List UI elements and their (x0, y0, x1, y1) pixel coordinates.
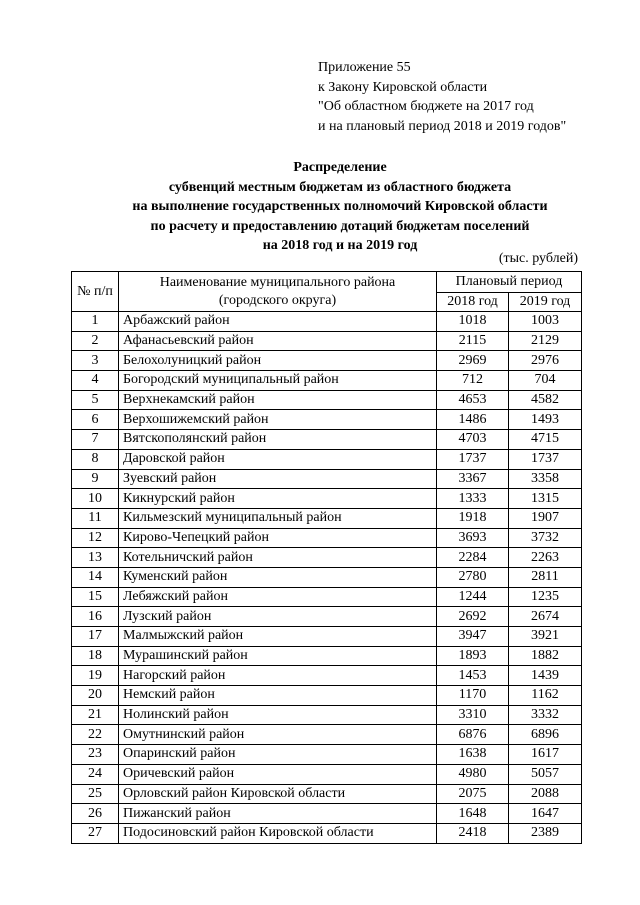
row-number: 9 (72, 469, 119, 489)
row-value-2019: 4715 (509, 430, 582, 450)
row-value-2018: 4980 (437, 764, 509, 784)
distribution-table (71, 271, 582, 844)
row-value-2019: 2811 (509, 567, 582, 587)
table-row (72, 607, 582, 627)
appendix-reference (318, 58, 566, 136)
appendix-line: к Закону Кировской области (318, 79, 488, 95)
header-name (119, 272, 437, 312)
row-number: 4 (72, 371, 119, 391)
row-value-2019: 2129 (509, 331, 582, 351)
row-number: 26 (72, 804, 119, 824)
row-value-2019: 6896 (509, 725, 582, 745)
table-row (72, 312, 582, 332)
row-number: 21 (72, 705, 119, 725)
row-value-2018: 2780 (437, 567, 509, 587)
row-value-2018: 2692 (437, 607, 509, 627)
row-name: Оричевский район (119, 764, 437, 784)
row-value-2019: 2389 (509, 823, 582, 843)
row-name: Куменский район (119, 567, 437, 587)
row-number: 23 (72, 745, 119, 765)
row-number: 8 (72, 449, 119, 469)
table-row (72, 508, 582, 528)
appendix-line: и на плановый период 2018 и 2019 годов" (318, 118, 567, 134)
row-value-2019: 1737 (509, 449, 582, 469)
table-row (72, 804, 582, 824)
row-number: 13 (72, 548, 119, 568)
table-row (72, 646, 582, 666)
row-value-2018: 3367 (437, 469, 509, 489)
row-number: 20 (72, 686, 119, 706)
row-number: 16 (72, 607, 119, 627)
table-row (72, 410, 582, 430)
row-number: 27 (72, 823, 119, 843)
row-number: 11 (72, 508, 119, 528)
table-row (72, 745, 582, 765)
row-value-2018: 2115 (437, 331, 509, 351)
row-value-2018: 3693 (437, 528, 509, 548)
table-row (72, 469, 582, 489)
row-value-2019: 2976 (509, 351, 582, 371)
title-line: субвенций местным бюджетам из областного бюджета (168, 179, 512, 195)
table-row (72, 430, 582, 450)
row-number: 10 (72, 489, 119, 509)
row-value-2018: 3947 (437, 627, 509, 647)
table-row (72, 725, 582, 745)
row-name: Опаринский район (119, 745, 437, 765)
table-row (72, 686, 582, 706)
row-value-2018: 1918 (437, 508, 509, 528)
row-name: Орловский район Кировской области (119, 784, 437, 804)
row-name: Нагорский район (119, 666, 437, 686)
row-value-2018: 1893 (437, 646, 509, 666)
row-value-2018: 6876 (437, 725, 509, 745)
table-row (72, 567, 582, 587)
table-row (72, 528, 582, 548)
row-value-2018: 1638 (437, 745, 509, 765)
row-name: Вятскополянский район (119, 430, 437, 450)
row-name: Зуевский район (119, 469, 437, 489)
appendix-line: Приложение 55 (318, 60, 411, 75)
row-name: Омутнинский район (119, 725, 437, 745)
row-value-2018: 1018 (437, 312, 509, 332)
row-number: 3 (72, 351, 119, 371)
header-name-line1: Наименование муниципального района (159, 274, 396, 290)
row-number: 12 (72, 528, 119, 548)
row-number: 15 (72, 587, 119, 607)
table-row (72, 371, 582, 391)
row-value-2018: 1244 (437, 587, 509, 607)
row-number: 1 (72, 312, 119, 332)
title-line: на выполнение государственных полномочий Кировской области (132, 199, 548, 214)
row-value-2019: 1907 (509, 508, 582, 528)
row-value-2018: 3310 (437, 705, 509, 725)
row-value-2019: 1882 (509, 646, 582, 666)
row-value-2019: 1647 (509, 804, 582, 824)
row-value-2019: 3358 (509, 469, 582, 489)
row-number: 7 (72, 430, 119, 450)
row-name: Лебяжский район (119, 587, 437, 607)
row-number: 18 (72, 646, 119, 666)
units-label: (тыс. рублей) (498, 251, 578, 266)
row-name: Нолинский район (119, 705, 437, 725)
table-row (72, 666, 582, 686)
row-name: Кикнурский район (119, 489, 437, 509)
table-row (72, 823, 582, 843)
header-num: № п/п (72, 272, 119, 312)
row-value-2019: 1003 (509, 312, 582, 332)
row-name: Афанасьевский район (119, 331, 437, 351)
row-value-2019: 1315 (509, 489, 582, 509)
header-name-line2: (городского округа) (218, 292, 337, 308)
row-value-2018: 1737 (437, 449, 509, 469)
table-row (72, 489, 582, 509)
row-number: 6 (72, 410, 119, 430)
table-row (72, 705, 582, 725)
row-value-2019: 1162 (509, 686, 582, 706)
row-number: 24 (72, 764, 119, 784)
table-row (72, 331, 582, 351)
title-line: Распределение (293, 160, 387, 175)
row-name: Котельничский район (119, 548, 437, 568)
document-title (60, 158, 620, 256)
row-name: Даровской район (119, 449, 437, 469)
header-period: Плановый период (437, 272, 582, 293)
appendix-line: "Об областном бюджете на 2017 год (318, 99, 534, 114)
table-row (72, 548, 582, 568)
row-value-2019: 5057 (509, 764, 582, 784)
row-value-2018: 1170 (437, 686, 509, 706)
row-value-2018: 4653 (437, 390, 509, 410)
row-value-2018: 1333 (437, 489, 509, 509)
row-number: 19 (72, 666, 119, 686)
row-name: Немский район (119, 686, 437, 706)
row-name: Белохолуницкий район (119, 351, 437, 371)
row-name: Малмыжский район (119, 627, 437, 647)
row-value-2019: 1493 (509, 410, 582, 430)
row-value-2019: 1617 (509, 745, 582, 765)
row-number: 14 (72, 567, 119, 587)
table-row (72, 627, 582, 647)
row-name: Кильмезский муниципальный район (119, 508, 437, 528)
row-name: Подосиновский район Кировской области (119, 823, 437, 843)
table-row (72, 449, 582, 469)
table-row (72, 587, 582, 607)
row-number: 22 (72, 725, 119, 745)
row-value-2019: 4582 (509, 390, 582, 410)
row-name: Кирово-Чепецкий район (119, 528, 437, 548)
header-2019: 2019 год (509, 293, 582, 312)
row-number: 25 (72, 784, 119, 804)
row-value-2019: 3732 (509, 528, 582, 548)
row-value-2018: 2418 (437, 823, 509, 843)
row-value-2018: 712 (437, 371, 509, 391)
row-number: 5 (72, 390, 119, 410)
row-value-2019: 2674 (509, 607, 582, 627)
row-value-2018: 2969 (437, 351, 509, 371)
row-number: 17 (72, 627, 119, 647)
row-value-2018: 2284 (437, 548, 509, 568)
title-line: на 2018 год и на 2019 год (262, 238, 418, 253)
row-name: Верхнекамский район (119, 390, 437, 410)
row-value-2018: 4703 (437, 430, 509, 450)
table-row (72, 351, 582, 371)
row-value-2019: 1439 (509, 666, 582, 686)
row-name: Арбажский район (119, 312, 437, 332)
row-value-2018: 2075 (437, 784, 509, 804)
title-line: по расчету и предоставлению дотаций бюджетам поселений (150, 218, 530, 234)
table-row (72, 784, 582, 804)
row-name: Пижанский район (119, 804, 437, 824)
row-name: Мурашинский район (119, 646, 437, 666)
row-value-2019: 2263 (509, 548, 582, 568)
row-value-2019: 704 (509, 371, 582, 391)
row-value-2019: 3332 (509, 705, 582, 725)
row-value-2019: 1235 (509, 587, 582, 607)
row-value-2018: 1486 (437, 410, 509, 430)
row-value-2019: 3921 (509, 627, 582, 647)
row-name: Лузский район (119, 607, 437, 627)
table-row (72, 764, 582, 784)
table-row (72, 390, 582, 410)
row-value-2018: 1648 (437, 804, 509, 824)
row-name: Богородский муниципальный район (119, 371, 437, 391)
header-2018: 2018 год (437, 293, 509, 312)
row-name: Верхошижемский район (119, 410, 437, 430)
row-number: 2 (72, 331, 119, 351)
row-value-2019: 2088 (509, 784, 582, 804)
row-value-2018: 1453 (437, 666, 509, 686)
